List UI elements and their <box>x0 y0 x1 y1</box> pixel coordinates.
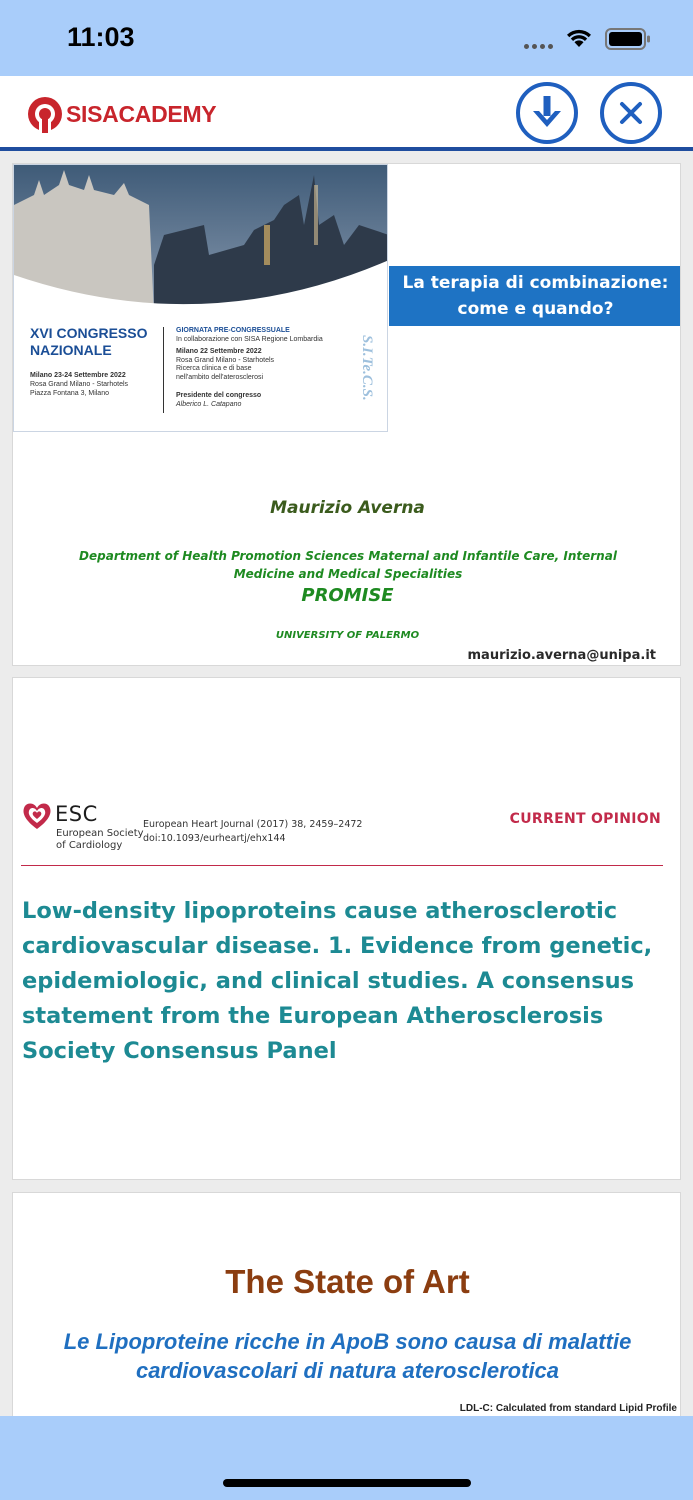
pre-congress-info: GIORNATA PRE-CONGRESSUALE In collaborazione con SISA Regione Lombardia Milano 22 Settembre 2022 Rosa Grand Milano - Starhotels Ricerca clinica e di base nell'ambito dell'aterosclerosi Presidente del congresso Alberico L. Catapano <box>176 327 323 408</box>
home-indicator-area <box>0 1416 693 1500</box>
sisacademy-logo <box>26 95 216 133</box>
journal-citation: European Heart Journal (2017) 38, 2459–2472 doi:10.1093/eurheartj/ehx144 <box>143 819 363 844</box>
state-of-art-subtitle: Le Lipoproteine ricche in ApoB sono causa di malattie cardiovascolari di natura aterosclerotica <box>63 1329 632 1383</box>
battery-icon <box>605 27 651 51</box>
author-email: maurizio.averna@unipa.it <box>467 648 656 663</box>
congress-divider <box>163 327 164 413</box>
status-time: 11:03 <box>67 22 135 52</box>
university: UNIVERSITY OF PALERMO <box>275 630 420 641</box>
esc-divider <box>21 865 663 866</box>
close-x-icon <box>617 99 645 127</box>
current-opinion-label: CURRENT OPINION <box>509 811 661 827</box>
sisa-logo-icon <box>26 95 64 133</box>
logo-text: SISACADEMY <box>66 100 217 127</box>
sitecs-seal <box>351 331 381 411</box>
slide-1 <box>12 163 681 666</box>
close-button[interactable] <box>600 82 662 144</box>
congress-banner <box>13 164 388 432</box>
state-of-art-title: The State of Art <box>225 1263 470 1300</box>
paper-title: Low-density lipoproteins cause atherosclerotic cardiovascular disease. 1. Evidence from genetic, epidemiologic, and clinical studies. A consensus statement from the European Atherosclerosis Society Consensus Panel <box>22 898 653 1064</box>
home-indicator[interactable] <box>223 1479 471 1487</box>
congress-dates: Milano 23-24 Settembre 2022 Rosa Grand Milano - Starhotels Piazza Fontana 3, Milano <box>30 372 129 397</box>
download-button[interactable] <box>516 82 578 144</box>
header-divider <box>0 147 693 151</box>
slide-3 <box>12 1192 681 1432</box>
congress-title: XVI CONGRESSO NAZIONALE <box>30 325 148 358</box>
talk-title: La terapia di combinazione: come e quando? <box>389 266 681 326</box>
promise-label: PROMISE <box>301 585 394 606</box>
milan-skyline-image <box>14 165 388 315</box>
ldl-note: LDL-C: Calculated from standard Lipid Profile <box>459 1403 677 1414</box>
cellular-signal-icon <box>524 44 553 49</box>
slide-2 <box>12 677 681 1180</box>
author-name: Maurizio Averna <box>270 498 425 518</box>
download-arrow-icon <box>530 94 564 132</box>
wifi-icon <box>564 26 594 48</box>
department: Department of Health Promotion Sciences Maternal and Infantile Care, Internal Medicine and Medical Specialities <box>79 549 617 581</box>
esc-name: ESC <box>55 802 98 826</box>
esc-heart-icon <box>21 800 53 832</box>
svg-text:S.I.Te.C.S.: S.I.Te.C.S. <box>359 335 375 401</box>
esc-society: European Society of Cardiology <box>56 828 144 851</box>
